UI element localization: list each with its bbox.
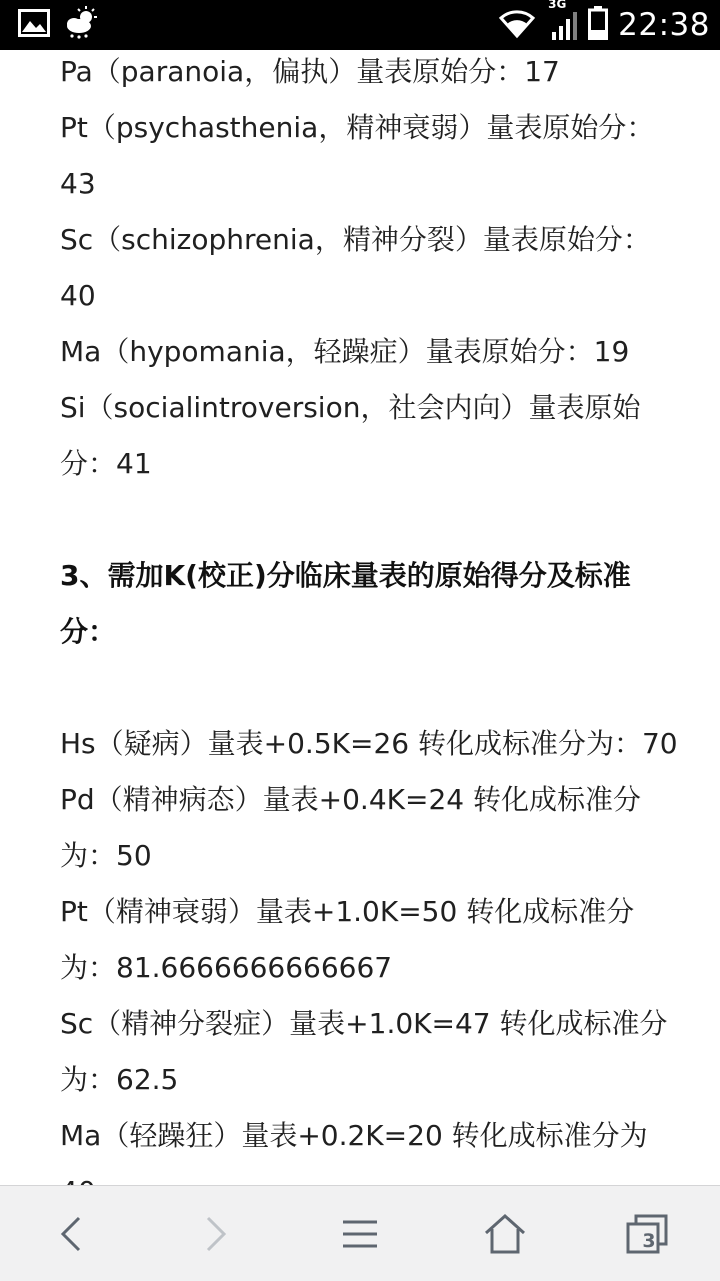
status-bar: [0, 0, 720, 50]
text-line: Sc（schizophrenia，精神分裂）量表原始分：: [60, 223, 651, 256]
back-icon: [57, 1214, 87, 1254]
section-heading: 3、需加K(校正)分临床量表的原始得分及标准: [60, 559, 631, 592]
text-line: 为：81.6666666666667: [60, 951, 393, 984]
text-line: Pt（精神衰弱）量表+1.0K=50 转化成标准分: [60, 895, 635, 928]
text-line: 40: [60, 279, 96, 312]
text-line: 为：62.5: [60, 1063, 179, 1096]
text-line: Pd（精神病态）量表+0.4K=24 转化成标准分: [60, 783, 642, 816]
tabs-icon: [624, 1213, 670, 1255]
status-time: 22:38: [618, 7, 710, 43]
article-content[interactable]: [60, 50, 720, 1185]
forward-icon: [200, 1214, 230, 1254]
gallery-icon: [18, 9, 50, 41]
forward-button[interactable]: [165, 1186, 265, 1281]
network-type-label: 3G: [548, 0, 567, 11]
signal-icon: [548, 0, 578, 40]
text-line: Hs（疑病）量表+0.5K=26 转化成标准分为：70: [60, 727, 678, 760]
tabs-button[interactable]: [597, 1186, 697, 1281]
tab-count: 3: [642, 1229, 656, 1252]
text-line: Pt（psychasthenia，精神衰弱）量表原始分：: [60, 111, 655, 144]
text-line: Si（socialintroversion，社会内向）量表原始: [60, 391, 641, 424]
section-heading: 分：: [60, 615, 117, 648]
text-line: Ma（hypomania，轻躁症）量表原始分：19: [60, 335, 630, 368]
back-button[interactable]: [22, 1186, 122, 1281]
wifi-icon: [498, 8, 536, 42]
battery-icon: [588, 6, 608, 44]
text-line: Pa（paranoia，偏执）量表原始分：17: [60, 55, 560, 88]
bottom-nav-bar: [0, 1185, 720, 1281]
text-line: 43: [60, 167, 96, 200]
text-line: 为：50: [60, 839, 152, 872]
home-button[interactable]: [455, 1186, 555, 1281]
home-icon: [483, 1213, 527, 1255]
text-line: Ma（轻躁狂）量表+0.2K=20 转化成标准分为: [60, 1119, 648, 1152]
text-line: 分：41: [60, 447, 152, 480]
menu-button[interactable]: [310, 1186, 410, 1281]
menu-icon: [340, 1218, 380, 1250]
text-line: Sc（精神分裂症）量表+1.0K=47 转化成标准分: [60, 1007, 668, 1040]
weather-icon: [64, 6, 100, 44]
